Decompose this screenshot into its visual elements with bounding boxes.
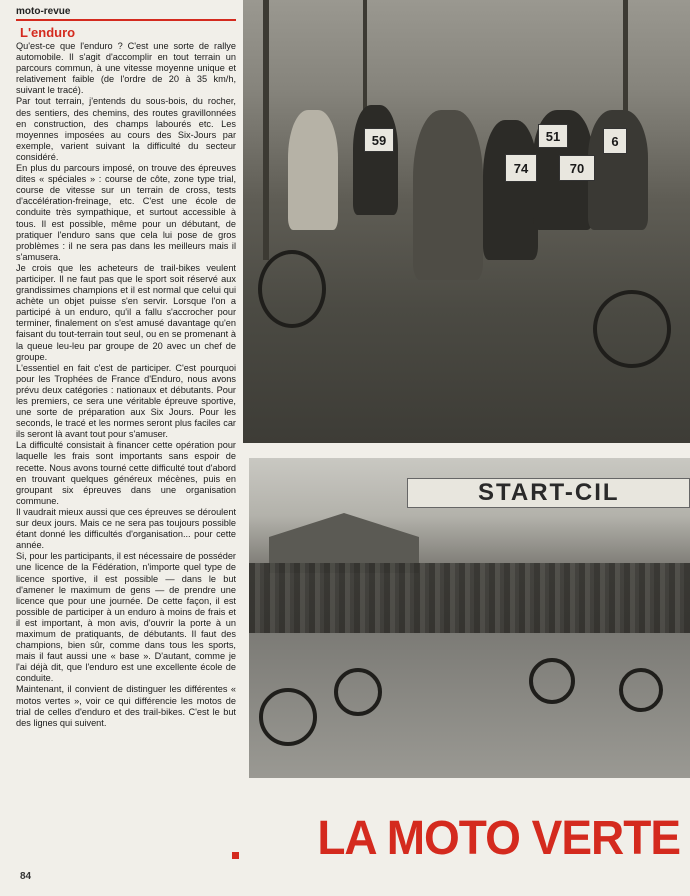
rider-bib: 70: [559, 155, 595, 181]
article-column: [16, 6, 236, 729]
rider-figure: [353, 105, 398, 215]
photo-riders-woods: [243, 0, 690, 443]
motorbike-wheel: [334, 668, 382, 716]
red-bullet: [232, 852, 239, 859]
rider-figure: [483, 120, 538, 260]
magazine-header: moto-revue: [16, 6, 236, 21]
rider-bib: 59: [364, 128, 394, 152]
article-paragraph: L'essentiel en fait c'est de participer. C'est pourquoi pour les Trophées de France d'Enduro, nous avons prévu deux catégories : nationaux et débutants. Pour les premiers, ce sera une véritable épreuve sportive, une sorte de préparation aux Six Jours. Pour les seconds, le tracé et les normes seront plus faciles car ils seront là avant tout pour s'amuser.: [16, 362, 236, 440]
rider-figure: [288, 110, 338, 230]
article-paragraph: La difficulté consistait à financer cette opération pour laquelle les frais sont importants sans espoir de recette. Nous avons tourné cette difficulté tout d'abord en trouvant quelques généreux mécènes, puis en groupant six épreuves dans une organisation commune.: [16, 440, 236, 506]
article-paragraph: Qu'est-ce que l'enduro ? C'est une sorte de rallye automobile. Il s'agit d'accomplir en tout terrain un parcours commun, à une vitesse moyenne unique et relativement faible (de l'ordre de 20 à 35 km/h, suivant le tracé).: [16, 41, 236, 96]
motorbike-wheel: [259, 688, 317, 746]
section-title: L'enduro: [20, 25, 76, 40]
start-banner: START-CIL: [407, 478, 690, 508]
article-body: [16, 41, 236, 729]
wet-road: [249, 633, 690, 778]
spectator-crowd: [249, 563, 690, 633]
rider-bib: 6: [603, 128, 627, 154]
rider-bib: 51: [538, 124, 568, 148]
motorbike-wheel: [619, 668, 663, 712]
article-paragraph: Il vaudrait mieux aussi que ces épreuves se déroulent sur deux jours. Mais ce ne sera pas toujours possible étant donné les difficultés d'organisation... pour cette année.: [16, 506, 236, 551]
article-paragraph: Si, pour les participants, il est nécessaire de posséder une licence de la Fédération, n'importe quel type de licence sportive, il est possible — dans le but d'amener le maximum de gens — de prendre une licence que pour une journée. De cette façon, il est possible de participer à un enduro à moins de frais et il est important, à mon avis, d'ouvrir la porte à un maximum de pratiquants, de débutants. Il faut des champions, bien sûr, comme dans tous les sports, mais il faut aussi une « base ». D'autant, comme je l'ai déjà dit, que l'enduro est une excellente école de conduite.: [16, 551, 236, 684]
rider-figure: [413, 110, 483, 280]
motorbike-wheel: [593, 290, 671, 368]
headline: LA MOTO VERTE: [317, 809, 680, 865]
tree-trunk: [263, 0, 269, 260]
page-number: 84: [20, 871, 32, 882]
motorbike-wheel: [529, 658, 575, 704]
article-paragraph: Maintenant, il convient de distinguer les différentes « motos vertes », voir ce qui différencie les motos de trial de celles d'enduro et des trail-bikes. C'est le but des lignes qui suivent.: [16, 684, 236, 728]
rider-bib: 74: [505, 154, 537, 182]
motorbike-wheel: [258, 250, 326, 328]
article-paragraph: Par tout terrain, j'entends du sous-bois, du rocher, des sentiers, des chemins, des routes gravillonnées en construction, des champs labourés etc. Les moyennes imposées au cours des Six-Jours par exemple, varient suivant la difficulté du secteur considéré.: [16, 96, 236, 162]
photo-race-start: [249, 458, 690, 778]
article-paragraph: Je crois que les acheteurs de trail-bikes veulent participer. Il ne faut pas que le sport soit réservé aux grandissimes champions et il est normal que celui qui achète un objet puisse s'en servir. Lorsque l'on a participé à un enduro, qu'il a fallu s'accrocher pour terminer, finalement on s'est amusé davantage qu'en faisant du tout-terrain tout seul, ou en se promenant à la queue leu-leu par groupe de 20 avec un chef de groupe.: [16, 262, 236, 362]
article-paragraph: En plus du parcours imposé, on trouve des épreuves dites « spéciales » : course de côte, zone type trial, course de vitesse sur un terrain de cross, tests d'accélération-freinage, etc. C'est une école de conduite très sympathique, et surtout accessible à tous. Il est possible, même pour un débutant, de pratiquer l'enduro sans que cela lui pose de gros problèmes : il ne sera pas dans les meilleurs mais il s'amusera.: [16, 163, 236, 262]
